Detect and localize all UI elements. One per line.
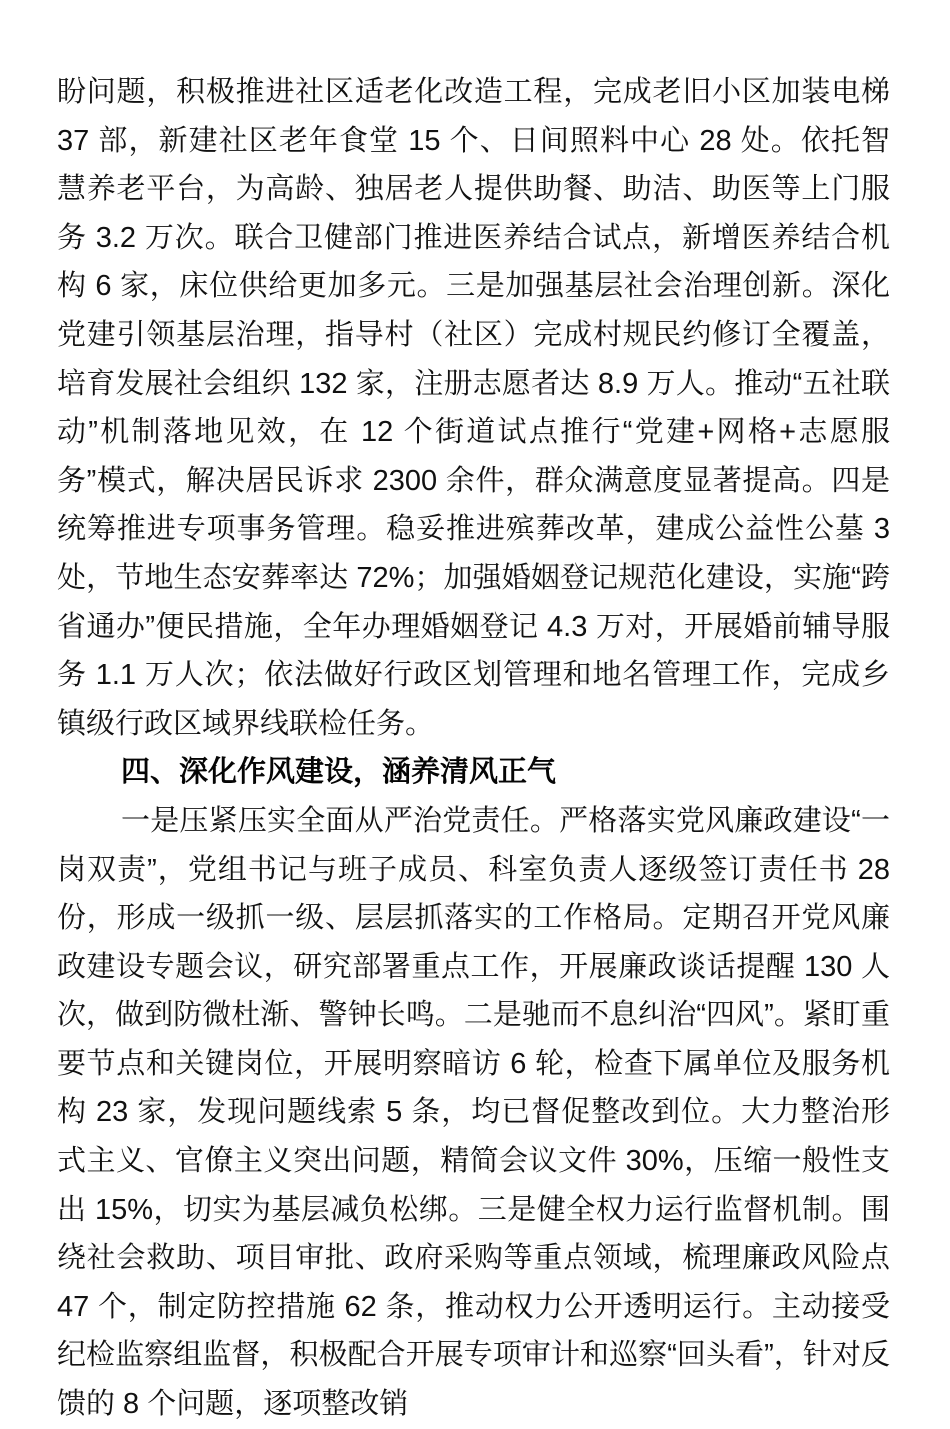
paragraph-continued-social-governance: 盼问题，积极推进社区适老化改造工程，完成老旧小区加装电梯 37 部，新建社区老年食堂 15 个、日间照料中心 28 处。依托智慧养老平台，为高龄、独居老人提供助餐、助洁、助医等上门服务 3.2 万次。联合卫健部门推进医养结合试点，新增医养结合机构 6 家，床位供给更加多元。三是加强基层社会治理创新。深化党建引领基层治理，指导村（社区）完成村规民约修订全覆盖，培育发展社会组织 132 家，注册志愿者达 8.9 万人。推动“五社联动”机制落地见效，在 12 个街道试点推行“党建+网格+志愿服务”模式，解决居民诉求 2300 余件，群众满意度显著提高。四是统筹推进专项事务管理。稳妥推进殡葬改革，建成公益性公墓 3 处，节地生态安葬率达 72%；加强婚姻登记规范化建设，实施“跨省通办”便民措施，全年办理婚姻登记 4.3 万对，开展婚前辅导服务 1.1 万人次；依法做好行政区划管理和地名管理工作，完成乡镇级行政区域界线联检任务。 (57, 76, 890, 740)
heading-section-four: 四、深化作风建设，涵养清风正气 (121, 756, 557, 789)
paragraph-section-four-body: 一是压紧压实全面从严治党责任。严格落实党风廉政建设“一岗双责”，党组书记与班子成员、科室负责人逐级签订责任书 28 份，形成一级抓一级、层层抓落实的工作格局。定期召开党风廉政建设专题会议，研究部署重点工作，开展廉政谈话提醒 130 人次，做到防微杜渐、警钟长鸣。二是驰而不息纠治“四风”。紧盯重要节点和关键岗位，开展明察暗访 6 轮，检查下属单位及服务机构 23 家，发现问题线索 5 条，均已督促整改到位。大力整治形式主义、官僚主义突出问题，精简会议文件 30%，压缩一般性支出 15%，切实为基层减负松绑。三是健全权力运行监督机制。围绕社会救助、项目审批、政府采购等重点领域，梳理廉政风险点 47 个，制定防控措施 62 条，推动权力公开透明运行。主动接受纪检监察组监督，积极配合开展专项审计和巡察“回头看”，针对反馈的 8 个问题，逐项整改销 (57, 804, 890, 1421)
document-body (57, 68, 890, 1429)
